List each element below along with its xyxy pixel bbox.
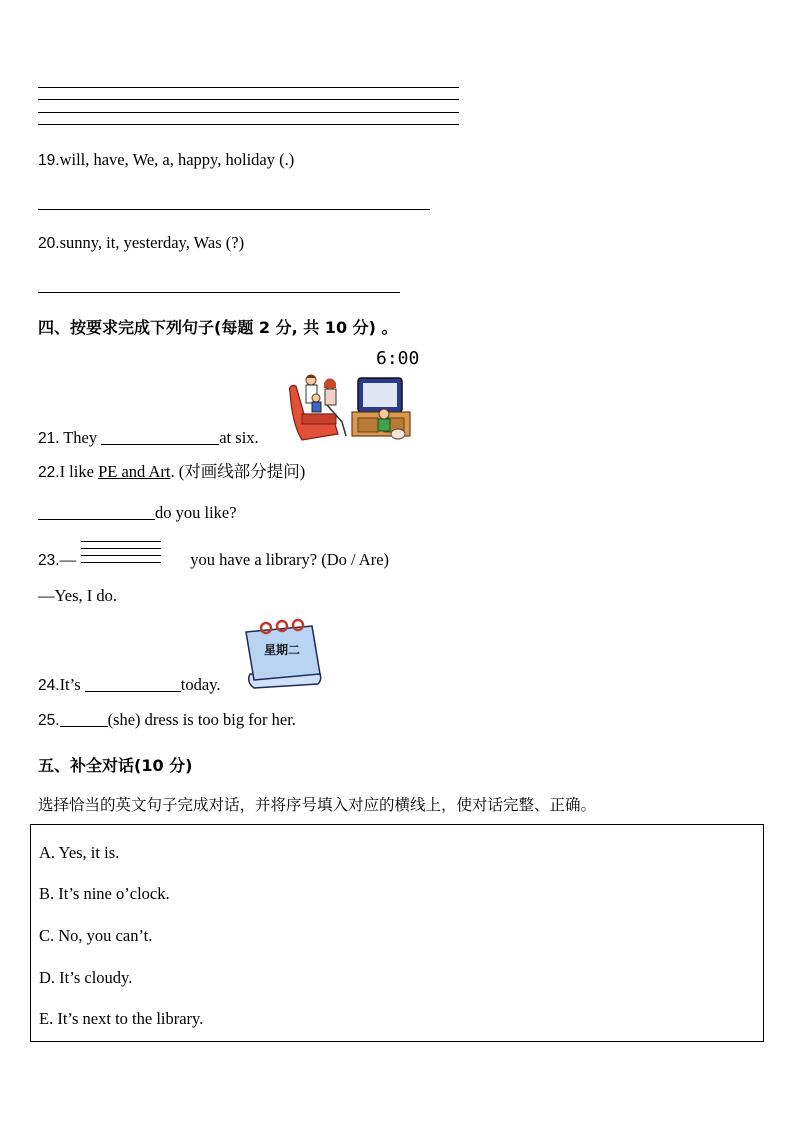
section-5-heading: 五、补全对话(10 分)	[38, 756, 193, 775]
answer-line-23c[interactable]	[81, 555, 161, 556]
question-25	[38, 710, 296, 731]
question-24	[38, 675, 221, 696]
answer-tail-text: do you like?	[155, 503, 237, 522]
option-b: B. It’s nine o’clock.	[39, 884, 170, 903]
answer-line-23b[interactable]	[81, 548, 161, 549]
question-text-before: . They	[55, 428, 102, 447]
question-text-after: at six.	[219, 428, 259, 447]
option-e: E. It’s next to the library.	[39, 1009, 204, 1028]
question-number: 24.	[38, 677, 60, 694]
question-22	[38, 462, 305, 483]
answer-line	[38, 124, 459, 125]
question-21	[38, 428, 259, 449]
question-number: 22.	[38, 464, 60, 481]
option-a: A. Yes, it is.	[39, 843, 120, 862]
question-20	[38, 233, 244, 254]
question-text-after: (she) dress is too big for her.	[107, 710, 296, 729]
section-5-instruction: 选择恰当的英文句子完成对话，并将序号填入对应的横线上，使对话完整、正确。	[38, 796, 597, 814]
answer-line	[38, 87, 459, 88]
question-text-before: It’s	[59, 675, 85, 694]
question-23-reply: —Yes, I do.	[38, 586, 118, 605]
question-text-before: I like	[59, 462, 99, 481]
answer-blank-22[interactable]	[38, 503, 155, 520]
answer-line-19[interactable]	[38, 209, 430, 210]
answer-line-20[interactable]	[38, 292, 400, 293]
answer-line	[38, 99, 459, 100]
option-c: C. No, you can’t.	[39, 926, 153, 945]
answer-blank-25[interactable]	[60, 710, 108, 727]
question-19	[38, 150, 294, 171]
question-number: 21	[38, 430, 56, 447]
clock-time-label: 6:00	[376, 348, 420, 369]
question-text-after: you have a library? (Do / Are)	[186, 550, 390, 569]
answer-blank-24[interactable]	[85, 675, 181, 692]
option-d: D. It’s cloudy.	[39, 968, 133, 987]
question-23	[38, 550, 389, 571]
calendar-day-label: 星期二	[264, 643, 301, 657]
question-text-after: today.	[180, 675, 221, 694]
underlined-phrase: PE and Art	[98, 462, 171, 481]
question-number: 23.	[38, 552, 60, 569]
question-number: 19.	[38, 152, 60, 169]
options-box	[30, 824, 764, 1042]
question-text: sunny, it, yesterday, Was (?)	[59, 233, 245, 252]
question-text-after: . (对画线部分提问)	[170, 462, 306, 481]
family-watching-tv-illustration	[286, 374, 412, 442]
question-number: 20.	[38, 235, 60, 252]
answer-blank-21[interactable]	[101, 428, 219, 445]
answer-line-23d[interactable]	[81, 562, 161, 563]
question-text: will, have, We, a, happy, holiday (.)	[59, 150, 295, 169]
dash: —	[59, 550, 77, 569]
answer-line	[38, 112, 459, 113]
question-22-answer-line	[38, 503, 237, 523]
answer-line-23a[interactable]	[81, 541, 161, 542]
question-number: 25.	[38, 712, 60, 729]
calendar-icon	[240, 618, 326, 692]
section-4-heading: 四、按要求完成下列句子(每题 2 分, 共 10 分) 。	[38, 318, 398, 337]
